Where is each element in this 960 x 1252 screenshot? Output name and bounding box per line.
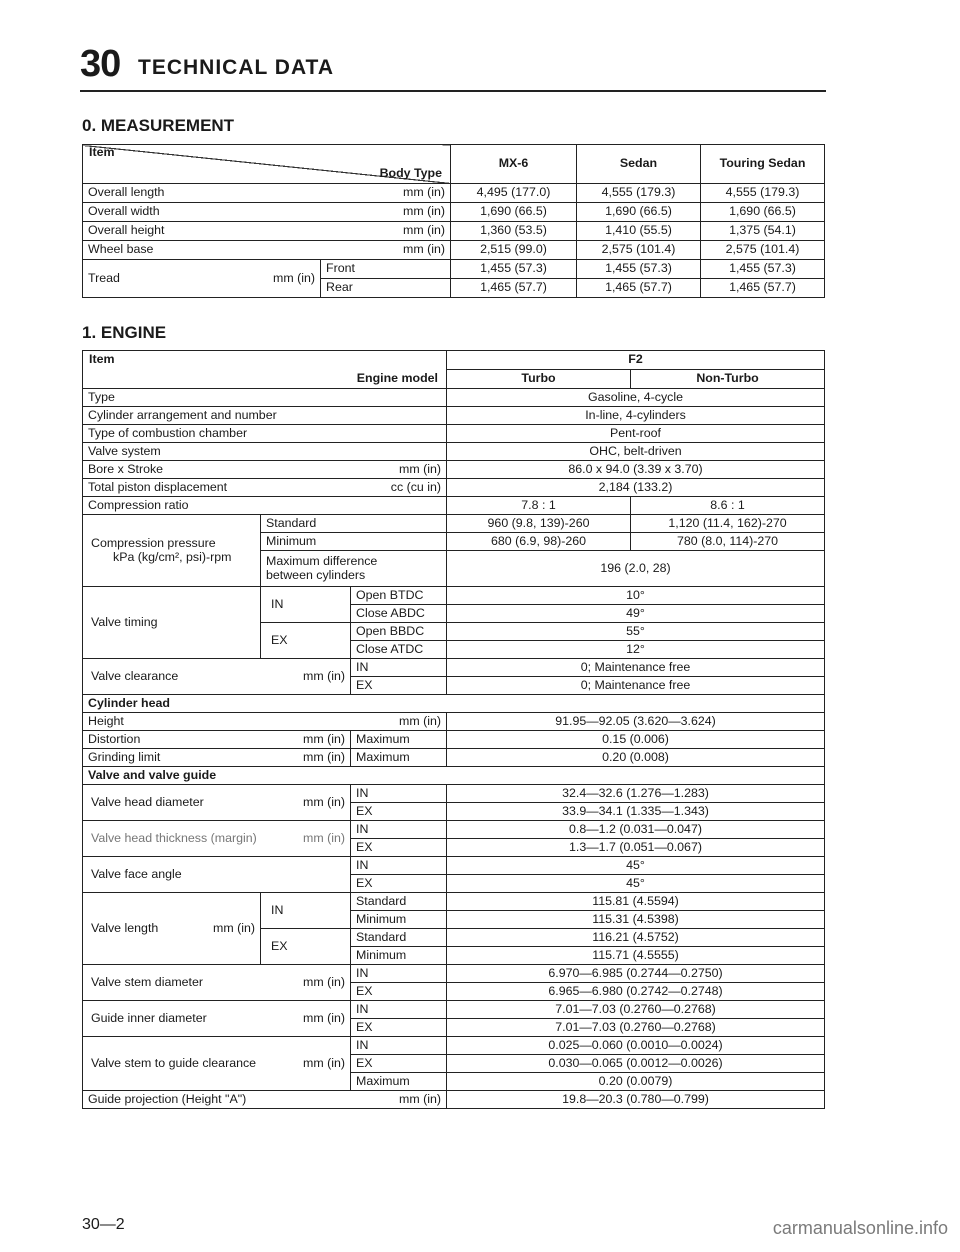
sub-label: IN [351,1037,447,1055]
sub-label: Maximum [351,731,447,749]
subsection-valve-guide: Valve and valve guide [83,767,825,785]
row-label-valve-clearance: Valve clearance mm (in) [83,659,351,695]
value-cell: 2,515 (99.0) [451,241,577,260]
model-header-f2: F2 [447,351,825,370]
col-header-touring-sedan: Touring Sedan [701,145,825,184]
row-label: Bore x Stroke mm (in) [83,461,447,479]
value-cell: 1,690 (66.5) [577,203,701,222]
value-cell: 10° [447,587,825,605]
value-cell: 196 (2.0, 28) [447,551,825,587]
sub-label: Rear [321,279,451,298]
item-label: Item [89,145,115,160]
row-label: Type of combustion chamber [83,425,447,443]
chapter-number: 30 [80,43,121,85]
value-cell: Gasoline, 4-cycle [447,389,825,407]
value-cell: 12° [447,641,825,659]
item-label: Item [89,351,115,366]
value-cell: 2,184 (133.2) [447,479,825,497]
value-cell: 7.01—7.03 (0.2760—0.2768) [447,1001,825,1019]
value-cell: 1,375 (54.1) [701,222,825,241]
row-label-valve-face-angle: Valve face angle [83,857,351,893]
value-cell: 1,690 (66.5) [701,203,825,222]
row-label-overall-width: Overall width mm (in) [83,203,451,222]
value-cell: 49° [447,605,825,623]
sub-label: Maximum [351,749,447,767]
value-cell: 7.8 : 1 [447,497,631,515]
value-cell: 6.965—6.980 (0.2742—0.2748) [447,983,825,1001]
value-cell: 91.95—92.05 (3.620—3.624) [447,713,825,731]
value-cell: 1,455 (57.3) [701,260,825,279]
value-cell: 45° [447,875,825,893]
table-row [83,241,825,260]
sub-label: Minimum [351,911,447,929]
table-row [83,767,825,785]
table-row [83,893,825,911]
table-row [83,659,825,677]
row-label-valve-head-diameter: Valve head diameter mm (in) [83,785,351,821]
value-cell: 1,120 (11.4, 162)-270 [631,515,825,533]
sub-label: Standard [351,929,447,947]
table-row [83,785,825,803]
sub-label: Maximum difference between cylinders [261,551,447,587]
sub-label: IN [351,659,447,677]
row-label: Type [83,389,447,407]
section-title-measurement: 0. MEASUREMENT [82,116,235,135]
value-cell: 1,465 (57.7) [701,279,825,298]
value-cell: 0; Maintenance free [447,659,825,677]
table-row [83,260,825,279]
value-cell: 55° [447,623,825,641]
value-cell: 6.970—6.985 (0.2744—0.2750) [447,965,825,983]
value-cell: 0.20 (0.008) [447,749,825,767]
row-label: Total piston displacement cc (cu in) [83,479,447,497]
value-cell: 19.8—20.3 (0.780—0.799) [447,1091,825,1109]
value-cell: 7.01—7.03 (0.2760—0.2768) [447,1019,825,1037]
watermark-url: carmanualsonline.info [772,1218,948,1238]
table-row [83,203,825,222]
value-cell: 33.9—34.1 (1.335—1.343) [447,803,825,821]
sub-label: EX [351,875,447,893]
body-type-label: Body Type [379,166,442,180]
sub-label: IN [261,893,351,929]
table-row [83,515,825,533]
row-label: Cylinder arrangement and number [83,407,447,425]
col-header-sedan: Sedan [577,145,701,184]
row-label-tread: Tread mm (in) [83,260,321,298]
row-label-valve-length: Valve length mm (in) [83,893,261,965]
value-cell: 86.0 x 94.0 (3.39 x 3.70) [447,461,825,479]
value-cell: 0.15 (0.006) [447,731,825,749]
row-label-overall-height: Overall height mm (in) [83,222,451,241]
value-cell: 4,495 (177.0) [451,184,577,203]
value-cell: 1,360 (53.5) [451,222,577,241]
sub-label: Front [321,260,451,279]
row-label: Height mm (in) [83,713,447,731]
value-cell: 2,575 (101.4) [577,241,701,260]
row-label-compression-pressure: Compression pressure kPa (kg/cm², psi)-rpm [83,515,261,587]
value-cell: 1,455 (57.3) [577,260,701,279]
value-cell: 115.81 (4.5594) [447,893,825,911]
row-label: Compression ratio [83,497,447,515]
value-cell: 115.31 (4.5398) [447,911,825,929]
value-cell: 4,555 (179.3) [577,184,701,203]
sub-label: EX [351,1055,447,1073]
value-cell: 45° [447,857,825,875]
row-label-guide-projection: Guide projection (Height "A") mm (in) [83,1091,447,1109]
chapter-title: TECHNICAL DATA [138,56,334,79]
value-cell: 8.6 : 1 [631,497,825,515]
sub-label: IN [351,965,447,983]
value-cell: 0.8—1.2 (0.031—0.047) [447,821,825,839]
value-cell: 780 (8.0, 114)-270 [631,533,825,551]
page-number: 30—2 [82,1216,125,1233]
subsection-cylinder-head: Cylinder head [83,695,825,713]
sub-label: EX [351,983,447,1001]
sub-label: IN [351,1001,447,1019]
engine-model-label: Engine model [356,370,439,385]
engine-table [82,350,825,1109]
table-row [83,407,825,425]
sub-label: Standard [351,893,447,911]
table-row [83,222,825,241]
measurement-table [82,144,825,298]
table-row [83,1037,825,1055]
row-label: Distortion mm (in) [83,731,351,749]
value-cell: 1,465 (57.7) [577,279,701,298]
measurement-header-cell [83,145,451,184]
sub-label: Open BTDC [351,587,447,605]
col-header-mx6: MX-6 [451,145,577,184]
value-cell: 0.030—0.065 (0.0012—0.0026) [447,1055,825,1073]
row-label-overall-length: Overall length mm (in) [83,184,451,203]
sub-label: IN [261,587,351,623]
col-header-non-turbo: Non-Turbo [631,370,825,389]
sub-label: IN [351,785,447,803]
value-cell: 115.71 (4.5555) [447,947,825,965]
table-row [83,695,825,713]
sub-label: Maximum [351,1073,447,1091]
sub-label: EX [351,803,447,821]
value-cell: Pent-roof [447,425,825,443]
value-cell: 0.025—0.060 (0.0010—0.0024) [447,1037,825,1055]
sub-label: EX [351,1019,447,1037]
table-row [83,749,825,767]
value-cell: 2,575 (101.4) [701,241,825,260]
value-cell: OHC, belt-driven [447,443,825,461]
sub-label: IN [351,821,447,839]
engine-header-cell [83,351,447,389]
value-cell: 0.20 (0.0079) [447,1073,825,1091]
table-row [83,389,825,407]
value-cell: 1,455 (57.3) [451,260,577,279]
value-cell: 680 (6.9, 98)-260 [447,533,631,551]
value-cell: 0; Maintenance free [447,677,825,695]
table-row [83,857,825,875]
row-label-wheel-base: Wheel base mm (in) [83,241,451,260]
value-cell: 116.21 (4.5752) [447,929,825,947]
sub-label: EX [261,623,351,659]
page-header [80,40,826,92]
value-cell: In-line, 4-cylinders [447,407,825,425]
sub-label: Minimum [261,533,447,551]
table-row [83,1001,825,1019]
row-label: Grinding limit mm (in) [83,749,351,767]
row-label-guide-inner-diameter: Guide inner diameter mm (in) [83,1001,351,1037]
table-row [83,821,825,839]
table-row [83,1091,825,1109]
value-cell: 1.3—1.7 (0.051—0.067) [447,839,825,857]
table-row [83,587,825,605]
value-cell: 1,690 (66.5) [451,203,577,222]
value-cell: 1,410 (55.5) [577,222,701,241]
table-row [83,731,825,749]
sub-label: Minimum [351,947,447,965]
sub-label: Close ATDC [351,641,447,659]
row-label-valve-head-thickness: Valve head thickness (margin) mm (in) [83,821,351,857]
sub-label: Standard [261,515,447,533]
sub-label: EX [351,677,447,695]
table-row [83,425,825,443]
row-label-valve-timing: Valve timing [83,587,261,659]
section-title-engine: 1. ENGINE [82,323,167,342]
row-label: Valve system [83,443,447,461]
table-row [83,184,825,203]
value-cell: 1,465 (57.7) [451,279,577,298]
table-row [83,443,825,461]
table-row [83,497,825,515]
table-row [83,461,825,479]
sub-label: EX [351,839,447,857]
table-row [83,965,825,983]
row-label-stem-guide-clearance: Valve stem to guide clearance mm (in) [83,1037,351,1091]
sub-label: Open BBDC [351,623,447,641]
sub-label: EX [261,929,351,965]
sub-label: IN [351,857,447,875]
value-cell: 960 (9.8, 139)-260 [447,515,631,533]
row-label-valve-stem-diameter: Valve stem diameter mm (in) [83,965,351,1001]
value-cell: 32.4—32.6 (1.276—1.283) [447,785,825,803]
sub-label: Close ABDC [351,605,447,623]
col-header-turbo: Turbo [447,370,631,389]
table-row [83,713,825,731]
value-cell: 4,555 (179.3) [701,184,825,203]
table-row [83,479,825,497]
